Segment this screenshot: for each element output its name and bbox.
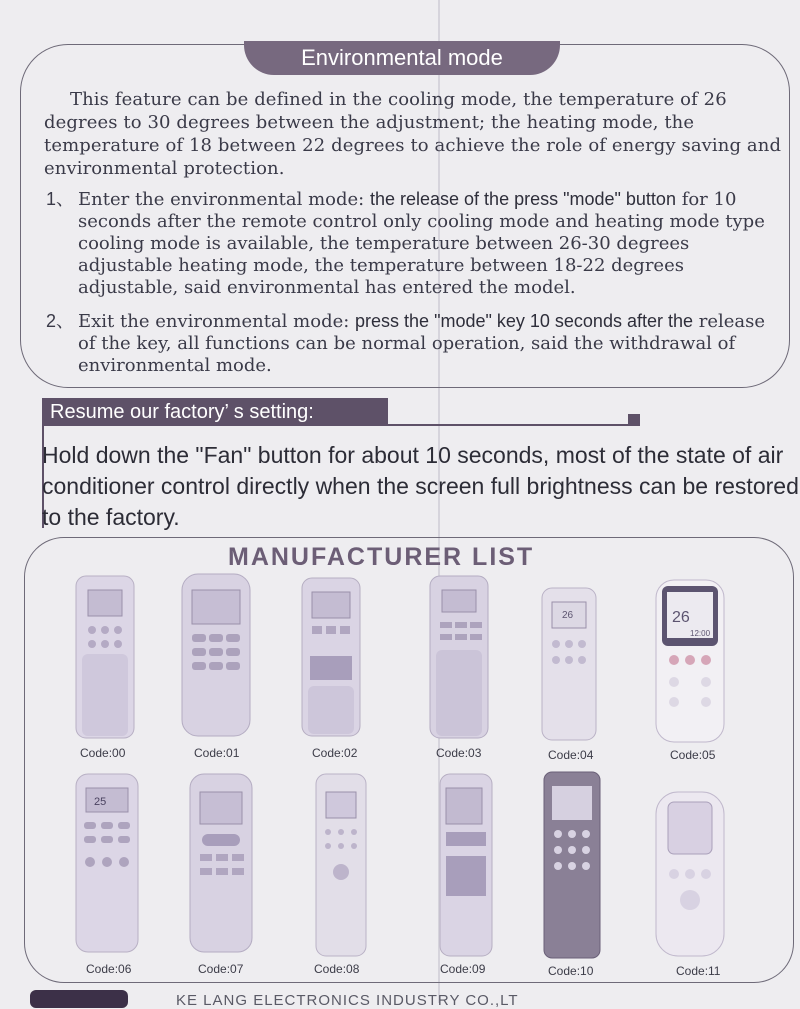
lcd-clock: 12:00 (690, 629, 711, 638)
item-number: 1、 (46, 189, 75, 209)
code-label: Code:04 (548, 748, 594, 762)
code-label: Code:01 (194, 746, 240, 760)
code-label: Code:06 (86, 962, 132, 976)
code-label: Code:11 (676, 964, 721, 978)
code-label: Code:09 (440, 962, 486, 976)
company-logo (30, 990, 128, 1008)
remote-control-03 (428, 574, 490, 740)
item-lead: Exit the environmental mode: (78, 311, 356, 332)
environmental-mode-title: Environmental mode (244, 41, 560, 75)
code-label: Code:07 (198, 962, 244, 976)
code-label: Code:08 (314, 962, 360, 976)
item-body: for 10 seconds after the remote control only cooling mode and heating mode type cooling mode is available, the temperature between 26-30 degrees adjustable heating mode, the temperature between 18-22 degrees adjustable, said environmental has entered the model. (78, 189, 765, 298)
code-label: Code:02 (312, 746, 358, 760)
item-emphasis: press the "mode" key 10 seconds after the (355, 311, 693, 331)
item-emphasis: the release of the press "mode" button (369, 189, 676, 209)
remote-control-06 (74, 772, 140, 954)
remote-control-10 (542, 770, 602, 960)
code-label: Code:05 (670, 748, 716, 762)
remote-control-07 (188, 772, 254, 954)
remote-control-09 (438, 772, 494, 958)
remote-control-08 (314, 772, 368, 958)
factory-setting-heading: Resume our factory’ s setting: (42, 398, 388, 426)
lcd-text: 25 (94, 796, 107, 808)
lcd-text: 26 (672, 609, 690, 626)
remote-control-05 (654, 578, 726, 744)
list-item (46, 188, 786, 298)
remote-control-04 (540, 586, 598, 742)
code-label: Code:00 (80, 746, 126, 760)
item-body: release of the key, all functions can be normal operation, said the withdrawal of environmental mode. (78, 311, 766, 376)
remote-control-11 (654, 790, 726, 958)
code-label: Code:03 (436, 746, 482, 760)
factory-setting-text: Hold down the "Fan" button for about 10 seconds, most of the state of air conditioner control directly when the screen full brightness can be restored to the factory. (42, 442, 799, 530)
item-number: 2、 (46, 311, 75, 331)
heading-rule (388, 424, 640, 426)
remote-control-02 (300, 576, 362, 738)
heading-marker (628, 414, 640, 426)
environmental-mode-intro: This feature can be defined in the cooling mode, the temperature of 26 degrees to 30 degrees between the adjustment; the heating mode, the temperature of 18 between 22 degrees to achieve the role of energy saving and environmental protection. (44, 89, 782, 179)
item-lead: Enter the environmental mode: (78, 189, 370, 210)
code-label: Code:10 (548, 964, 594, 978)
footer-company-name: KE LANG ELECTRONICS INDUSTRY CO.,LT (176, 992, 519, 1009)
manufacturer-list-title: MANUFACTURER LIST (228, 543, 535, 571)
list-item (46, 310, 786, 376)
lcd-text: 26 (562, 610, 574, 621)
remote-control-00 (74, 574, 136, 740)
remote-control-01 (180, 572, 252, 738)
